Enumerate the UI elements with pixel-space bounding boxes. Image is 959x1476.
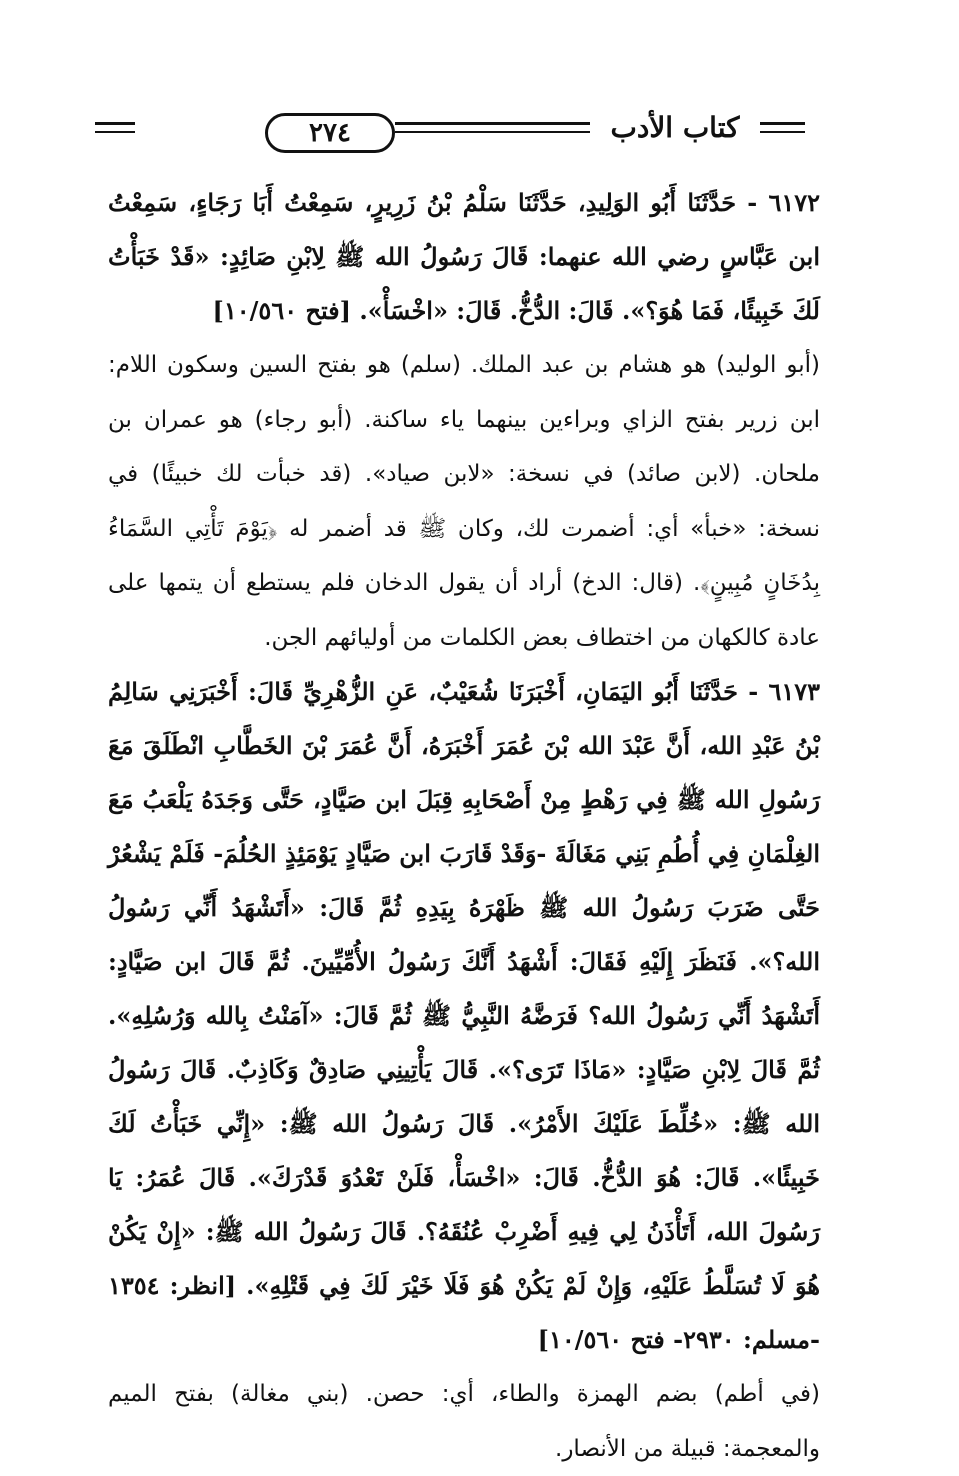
page-header — [95, 103, 825, 159]
header-rule-left-bottom — [95, 131, 135, 133]
book-title: كتاب الأدب — [610, 111, 740, 144]
page-number: ٢٧٤ — [265, 113, 395, 153]
commentary-6172: (أبو الوليد) هو هشام بن عبد الملك. (سلم) هو بفتح السين وسكون اللام: ابن زرير بفتح الزاي وبراءين بينهما ياء ساكنة. (أبو رجاء) هو عمران بن ملحان. (لابن صائد) في نسخة: «لابن صياد». (قد خبأت لك خبيئًا) في نسخة: «خبأ» أي: أضمرت لك، وكان ﷺ قد أضمر له ﴿يَوْمَ تَأْتِي السَّمَاءُ بِدُخَانٍ مُبِينٍ﴾. (قال: الدخ) أراد أن يقول الدخان فلم يستطع أن يتمها على عادة كالكهان من اختطاف بعض الكلمات من أوليائهم الجن. — [108, 352, 820, 651]
header-rule-left-top — [95, 122, 135, 125]
header-rule-right-top — [760, 122, 805, 125]
page-content — [108, 176, 820, 1476]
hadith-6172: ٦١٧٢ - حَدَّثَنَا أَبُو الوَلِيدِ، حَدَّثَنَا سَلْمُ بْنُ زَرِيرٍ، سَمِعْتُ أَبَا رَجَاءٍ، سَمِعْتُ ابن عَبَّاسٍ رضي الله عنهما: قَالَ رَسُولُ الله ﷺ لِابْنِ صَائِدٍ: «قَدْ خَبَأْتُ لَكَ خَبِيئًا، فَمَا هُوَ؟». قَالَ: الدُّخُّ. قَالَ: «اخْسَأْ». [فتح ١٠/٥٦٠] — [108, 188, 820, 325]
header-rule-middle-top — [395, 122, 590, 125]
header-rule-right-bottom — [760, 131, 805, 133]
commentary-6173: (في أطم) بضم الهمزة والطاء، أي: حصن. (بني مغالة) بفتح الميم والمعجمة: قبيلة من الأنصار. — [108, 1381, 820, 1462]
hadith-6173: ٦١٧٣ - حَدَّثَنَا أَبُو اليَمَانِ، أَخْبَرَنَا شُعَيْبٌ، عَنِ الزُّهْرِيِّ قَالَ: أَخْبَرَنِي سَالِمُ بْنُ عَبْدِ الله، أَنَّ عَبْدَ الله بْنَ عُمَرَ أَخْبَرَهُ، أَنَّ عُمَرَ بْنَ الخَطَّابِ انْطَلَقَ مَعَ رَسُولِ الله ﷺ فِي رَهْطٍ مِنْ أَصْحَابِهِ قِبَلَ ابن صَيَّادٍ، حَتَّى وَجَدَهُ يَلْعَبُ مَعَ الغِلْمَانِ فِي أُطُمِ بَنِي مَغَالَةَ -وَقَدْ قَارَبَ ابن صَيَّادٍ يَوْمَئِذٍ الحُلُمَ- فَلَمْ يَشْعُرْ حَتَّى ضَرَبَ رَسُولُ الله ﷺ ظَهْرَهُ بِيَدِهِ ثُمَّ قَالَ: «أَتَشْهَدُ أَنِّي رَسُولُ الله؟». فَنَظَرَ إِلَيْهِ فَقَالَ: أَشْهَدُ أَنَّكَ رَسُولُ الأُمِّيِّينَ. ثُمَّ قَالَ ابن صَيَّادٍ: أَتَشْهَدُ أَنِّي رَسُولُ الله؟ فَرَضَّهُ النَّبِيُّ ﷺ ثُمَّ قَالَ: «آمَنْتُ بِالله وَرُسُلِهِ». ثُمَّ قَالَ لِابْنِ صَيَّادٍ: «مَاذَا تَرَى؟». قَالَ يَأْتِينِي صَادِقٌ وَكَاذِبٌ. قَالَ رَسُولُ الله ﷺ: «خُلِّطَ عَلَيْكَ الأَمْرُ». قَالَ رَسُولُ الله ﷺ: «إِنِّي خَبَأْتُ لَكَ خَبِيئًا». قَالَ: هُوَ الدُّخُّ. قَالَ: «اخْسَأْ، فَلَنْ تَعْدُوَ قَدْرَكَ». قَالَ عُمَرُ: يَا رَسُولَ الله، أَتَأْذَنُ لِي فِيهِ أَضْرِبْ عُنُقَهُ؟. قَالَ رَسُولُ الله ﷺ: «إِنْ يَكُنْ هُوَ لَا تُسَلَّطُ عَلَيْهِ، وَإِنْ لَمْ يَكُنْ هُوَ فَلَا خَيْرَ لَكَ فِي قَتْلِهِ». [انظر: ١٣٥٤ -مسلم: ٢٩٣٠- فتح ١٠/٥٦٠] — [108, 677, 821, 1354]
header-rule-middle-bottom — [395, 131, 590, 133]
